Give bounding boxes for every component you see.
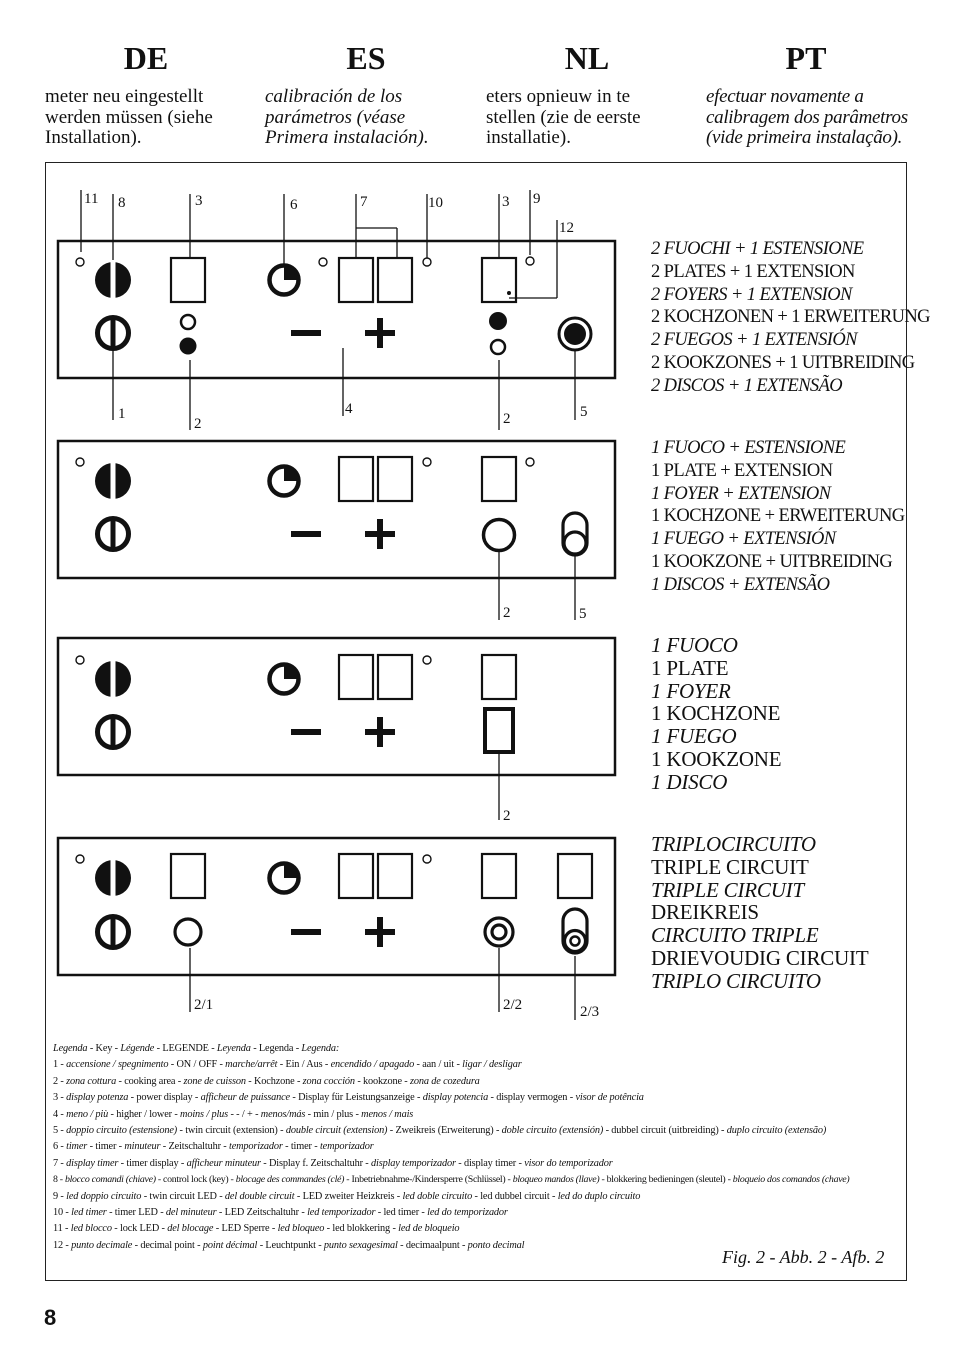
column-line: meter neu eingestellt <box>45 86 204 107</box>
ref-number: 2/2 <box>503 997 523 1013</box>
panel-label: 2 FOYERS + 1 EXTENSION <box>651 284 852 305</box>
ref-number: 9 <box>533 191 541 207</box>
ref-number: 10 <box>428 195 443 211</box>
lock-led-icon <box>76 855 84 863</box>
ref-number: 12 <box>559 220 574 236</box>
ref-number: 2 <box>503 808 511 824</box>
plus-icon <box>365 717 395 747</box>
legend-term-italic: led doppio circuito <box>66 1190 142 1202</box>
legend-term-italic: bloqueio dos comandos (chave) <box>732 1174 850 1186</box>
legend-term: - Display für Leistungsanzeige - <box>289 1092 423 1104</box>
control-lock-icon <box>95 260 131 300</box>
timer-led-icon <box>423 656 431 664</box>
legend-term-italic: led blocco <box>70 1223 112 1235</box>
power-icon <box>98 916 129 948</box>
legend-term-italic: point décimal <box>202 1239 258 1251</box>
column-line: stellen (zie de eerste <box>486 106 641 128</box>
lang-es: ES <box>346 40 386 76</box>
legend-term: - led timer - <box>375 1207 428 1219</box>
legend-item <box>53 1189 903 1205</box>
ref-number: 4 <box>345 401 353 417</box>
legend-term-italic: blocage des commandes (clé) <box>235 1174 345 1186</box>
legend-term: - cooking area - <box>116 1075 184 1087</box>
cooking-zone-icon <box>489 312 507 330</box>
legend-term-italic: moins / plus <box>180 1108 229 1120</box>
ref-number: 2 <box>194 416 202 432</box>
ref-number: 11 <box>84 191 99 207</box>
legend-term: 2 - <box>53 1075 67 1087</box>
legend-title <box>53 1041 903 1057</box>
legend-term: 8 - <box>53 1174 65 1186</box>
legend-term: - Kochzone - <box>245 1075 303 1087</box>
power-icon <box>98 518 129 550</box>
legend-term: - Zweikreis (Erweiterung) - <box>387 1125 502 1137</box>
ref-number: 8 <box>118 195 126 211</box>
legend-term: - power display - <box>128 1092 201 1104</box>
legend-term: - Key - <box>87 1043 121 1054</box>
timer-icon <box>270 467 299 496</box>
legend-term: - display vermogen - <box>488 1092 576 1104</box>
panel-label: 1 FUOCO <box>651 633 738 657</box>
legend-term: - Inbetriebnahme-/Kindersperre (Schlüssel) - <box>344 1174 513 1186</box>
legend-item <box>53 1172 903 1188</box>
legend-term: - decimaalpunt - <box>397 1239 468 1251</box>
timer-led-icon <box>423 855 431 863</box>
panel-label: DREIKREIS <box>651 900 759 925</box>
legend-term: - aan / uit - <box>414 1059 463 1071</box>
legend-term: 12 - <box>53 1239 72 1251</box>
legend-term-italic: led do temporizador <box>427 1207 508 1219</box>
timer-led-icon <box>423 458 431 466</box>
panel-1-labels <box>651 238 930 398</box>
legend-term: - blokkering bedieningen (sleutel) - <box>599 1174 733 1186</box>
panel-label: 1 KOCHZONE <box>651 701 781 726</box>
minus-icon <box>291 330 321 336</box>
legend-term-italic: zona cocción <box>302 1075 355 1087</box>
legend-term: 4 - <box>53 1108 67 1120</box>
panel-label: 1 KOCHZONE + ERWEITERUNG <box>651 506 905 527</box>
legend-term-italic: doppio circuito (estensione) <box>66 1125 178 1137</box>
column-line: efectuar novamente a <box>706 86 864 107</box>
cooking-zone-icon <box>491 340 505 354</box>
triple-zone-icon <box>565 931 586 952</box>
legend-term-italic: encendido / apagado <box>330 1059 415 1071</box>
legend-term-italic: led doble circuito <box>402 1190 473 1202</box>
legend-term-italic: blocco comandi (chiave) <box>64 1174 156 1186</box>
legend-term: - twin circuit LED - <box>141 1190 225 1202</box>
legend-term-italic: led de bloqueio <box>398 1223 460 1235</box>
ref-number: 5 <box>580 404 588 420</box>
ref-number: 2/3 <box>580 1004 600 1020</box>
legend-item <box>53 1074 903 1090</box>
legend-term: - Legenda - <box>250 1043 302 1054</box>
legend-term-italic: afficheur minuteur <box>186 1157 261 1169</box>
legend-item <box>53 1107 903 1123</box>
legend-term: - timer display - <box>118 1157 187 1169</box>
panel-label: DRIEVOUDIG CIRCUIT <box>651 945 869 970</box>
legend-term-italic: Legenda: <box>301 1043 340 1054</box>
decimal-point-icon <box>507 291 511 295</box>
legend-term-italic: timer <box>66 1141 88 1153</box>
panel-label: 1 DISCO <box>651 769 728 794</box>
panel-label: 1 FUOCO + ESTENSIONE <box>651 438 846 458</box>
ref-number: 2/1 <box>194 997 214 1013</box>
panel-3-labels <box>651 634 781 794</box>
minus-icon <box>291 929 321 935</box>
legend-term: - Leuchtpunkt - <box>257 1239 324 1251</box>
legend-term: - higher / lower - <box>108 1108 181 1120</box>
legend-term-italic: ponto decimal <box>467 1239 525 1251</box>
legend-term: - dubbel circuit (uitbreiding) - <box>603 1125 727 1137</box>
twin-circuit-icon <box>564 323 586 345</box>
power-icon <box>98 716 129 748</box>
column-line: Installation). <box>45 127 142 148</box>
legend-term-italic: menos / mais <box>361 1108 414 1120</box>
legend-item <box>53 1205 903 1221</box>
legend-term: - timer LED - <box>106 1207 166 1219</box>
control-lock-icon <box>95 461 131 501</box>
panel-label: 1 PLATE + EXTENSION <box>651 460 833 481</box>
legend-item <box>53 1156 903 1172</box>
legend-term-italic: zone de cuisson <box>183 1075 246 1087</box>
legend-term: 11 - <box>53 1223 71 1235</box>
legend-term-italic: del double circuit <box>224 1190 295 1202</box>
cooking-zone-icon <box>181 315 195 329</box>
column-line: (vide primeira instalação). <box>706 127 903 148</box>
plus-icon <box>365 917 395 947</box>
lang-pt: PT <box>785 40 827 76</box>
minus-icon <box>291 729 321 735</box>
cooking-zone-icon <box>180 338 197 355</box>
column-line: calibración de los <box>265 86 403 107</box>
ref-number: 2 <box>503 411 511 427</box>
panel-label: 2 FUOCHI + 1 ESTENSIONE <box>651 239 864 259</box>
power-icon <box>98 317 129 349</box>
legend-term: - twin circuit (extension) - <box>177 1125 286 1137</box>
legend-term: - ON / OFF - <box>168 1059 226 1071</box>
legend-term: - min / plus - <box>305 1108 362 1120</box>
ref-number: 3 <box>195 193 203 209</box>
legend-item <box>53 1139 903 1155</box>
column-line: parámetros (véase <box>265 106 406 128</box>
legend-term-italic: temporizador <box>319 1141 374 1153</box>
legend-term: 7 - <box>53 1157 67 1169</box>
legend-term-italic: display temporizador <box>371 1157 456 1169</box>
legend-term-italic: display potencia <box>422 1092 489 1104</box>
double-zone-icon <box>485 918 513 946</box>
panel-label: 2 KOCHZONEN + 1 ERWEITERUNG <box>651 307 930 328</box>
panel-4-labels <box>651 833 868 993</box>
timer-icon <box>270 864 299 893</box>
legend-term-italic: del minuteur <box>165 1207 217 1219</box>
timer-icon <box>270 665 299 694</box>
panel-label: 1 FOYER + EXTENSION <box>651 483 831 504</box>
panel-label: TRIPLE CIRCUIT <box>651 854 809 879</box>
ref-number: 7 <box>360 194 368 210</box>
legend-term-italic: punto decimale <box>71 1239 133 1251</box>
legend-term: 5 - <box>53 1125 67 1137</box>
column-line: installatie). <box>486 127 571 148</box>
twin-circuit-led-icon <box>526 458 534 466</box>
control-lock-icon <box>95 659 131 699</box>
double-zone-icon <box>492 925 506 939</box>
timer-led-icon <box>319 258 327 266</box>
page-number: 8 <box>44 1305 57 1330</box>
ref-number: 6 <box>290 197 298 213</box>
legend-term-italic: led timer <box>71 1207 107 1219</box>
extension-zone-icon <box>564 532 586 554</box>
triple-zone-icon <box>571 937 580 946</box>
legend-term-italic: afficheur de puissance <box>200 1092 290 1104</box>
legend-term-italic: bloqueo mandos (llave) <box>512 1174 600 1186</box>
lang-nl: NL <box>564 40 610 76</box>
legend-term: - LED Sperre - <box>213 1223 278 1235</box>
cooking-zone-icon <box>484 520 515 551</box>
legend-term-italic: double circuit (extension) <box>285 1125 388 1137</box>
panel-label: 1 DISCOS + EXTENSÃO <box>651 574 830 595</box>
panel-label: 2 KOOKZONES + 1 UITBREIDING <box>651 352 915 373</box>
legend-term-italic: led do duplo circuito <box>557 1190 641 1202</box>
panel-label: 2 FUEGOS + 1 EXTENSIÓN <box>651 330 857 351</box>
legend-item <box>53 1221 903 1237</box>
legend-term-italic: visor do temporizador <box>524 1157 613 1169</box>
legend-term: - lock LED - <box>111 1223 168 1235</box>
panel-label: 1 PLATE <box>651 655 729 680</box>
panel-label: TRIPLOCIRCUITO <box>651 832 816 856</box>
legend-term-italic: Leyenda <box>216 1043 251 1054</box>
legend-term-italic: display potenza <box>66 1092 129 1104</box>
legend-term-italic: meno / più <box>66 1108 109 1120</box>
legend-term-italic: Légende <box>120 1043 155 1054</box>
legend-term-italic: temporizador <box>229 1141 283 1153</box>
legend-term: - Zeitschaltuhr - <box>160 1141 230 1153</box>
legend-term-italic: doble circuito (extensión) <box>501 1125 604 1137</box>
legend-item <box>53 1123 903 1139</box>
figure-caption: Fig. 2 - Abb. 2 - Afb. 2 <box>722 1247 885 1267</box>
legend-term: - LED zweiter Heizkreis - <box>294 1190 403 1202</box>
legend-term-italic: duplo circuito (extensão) <box>726 1125 827 1137</box>
legend-term: - LED Zeitschaltuhr - <box>216 1207 308 1219</box>
legend-term: - control lock (key) - <box>155 1174 236 1186</box>
legend <box>53 1041 903 1254</box>
legend-term: - timer - <box>282 1141 320 1153</box>
column-line: werden müssen (siehe <box>45 106 213 128</box>
lock-led-icon <box>76 656 84 664</box>
panel-label: 2 PLATES + 1 EXTENSION <box>651 261 855 282</box>
lang-de: DE <box>123 40 169 76</box>
panel-label: 1 KOOKZONE + UITBREIDING <box>651 551 893 572</box>
panel-2-labels <box>651 437 904 597</box>
column-line: Primera instalación). <box>265 127 429 148</box>
legend-term-italic: visor de potência <box>575 1092 644 1104</box>
legend-term-italic: del blocage <box>167 1223 214 1235</box>
panel-label: 2 DISCOS + 1 EXTENSÃO <box>651 375 843 396</box>
legend-term-italic: display timer <box>66 1157 119 1169</box>
legend-term: - LEGENDE - <box>154 1043 217 1054</box>
legend-term: - display timer - <box>455 1157 525 1169</box>
legend-term: - kookzone - <box>354 1075 410 1087</box>
lock-led-icon <box>76 458 84 466</box>
legend-term-italic: minuteur <box>124 1141 161 1153</box>
legend-term: - Display f. Zeitschaltuhr - <box>260 1157 372 1169</box>
plus-icon <box>365 519 395 549</box>
legend-term: - timer - <box>87 1141 125 1153</box>
twin-circuit-led-icon <box>526 257 534 265</box>
panel-label: 1 FUEGO <box>651 724 737 749</box>
panel-label: TRIPLE CIRCUIT <box>651 877 804 902</box>
legend-term: 3 - <box>53 1092 67 1104</box>
legend-term-italic: led bloqueo <box>277 1223 325 1235</box>
minus-icon <box>291 531 321 537</box>
legend-term-italic: accensione / spegnimento <box>66 1059 169 1071</box>
panel-label: TRIPLO CIRCUITO <box>651 968 821 993</box>
legend-term: - decimal point - <box>132 1239 203 1251</box>
cooking-zone-icon <box>175 919 201 945</box>
column-line: eters opnieuw in te <box>486 86 631 107</box>
legend-term: 10 - <box>53 1207 72 1219</box>
panel-label: 1 FOYER <box>651 678 731 703</box>
timer-icon <box>270 266 299 295</box>
legend-term-italic: Legenda <box>53 1043 88 1054</box>
legend-term-italic: ligar / desligar <box>462 1059 522 1071</box>
legend-term-italic: zona de cozedura <box>410 1075 480 1087</box>
timer-led-icon <box>423 258 431 266</box>
legend-term-italic: marche/arrêt <box>225 1059 278 1071</box>
column-line: calibragem dos parâmetros <box>706 106 908 128</box>
legend-term-italic: punto sexagesimal <box>323 1239 398 1251</box>
control-lock-icon <box>95 858 131 898</box>
panel-label: 1 KOOKZONE <box>651 746 782 771</box>
legend-term: 6 - <box>53 1141 67 1153</box>
ref-number: 2 <box>503 605 511 621</box>
legend-term-italic: zona cottura <box>66 1075 117 1087</box>
legend-term-italic: menos/más <box>260 1108 306 1120</box>
legend-item <box>53 1090 903 1106</box>
legend-term: - - / + - <box>228 1108 261 1120</box>
lock-led-icon <box>76 258 84 266</box>
ref-number: 3 <box>502 194 510 210</box>
legend-term-italic: led temporizador <box>307 1207 376 1219</box>
legend-term: - led dubbel circuit - <box>472 1190 558 1202</box>
legend-term: - led blokkering - <box>324 1223 399 1235</box>
panel-label: CIRCUITO TRIPLE <box>651 923 819 948</box>
ref-number: 1 <box>118 406 126 422</box>
plus-icon <box>365 318 395 348</box>
panel-label: 1 FUEGO + EXTENSIÓN <box>651 529 836 550</box>
legend-item <box>53 1057 903 1073</box>
legend-term: - Ein / Aus - <box>277 1059 331 1071</box>
ref-number: 5 <box>579 606 587 622</box>
legend-term: 1 - <box>53 1059 67 1071</box>
legend-term: 9 - <box>53 1190 67 1202</box>
